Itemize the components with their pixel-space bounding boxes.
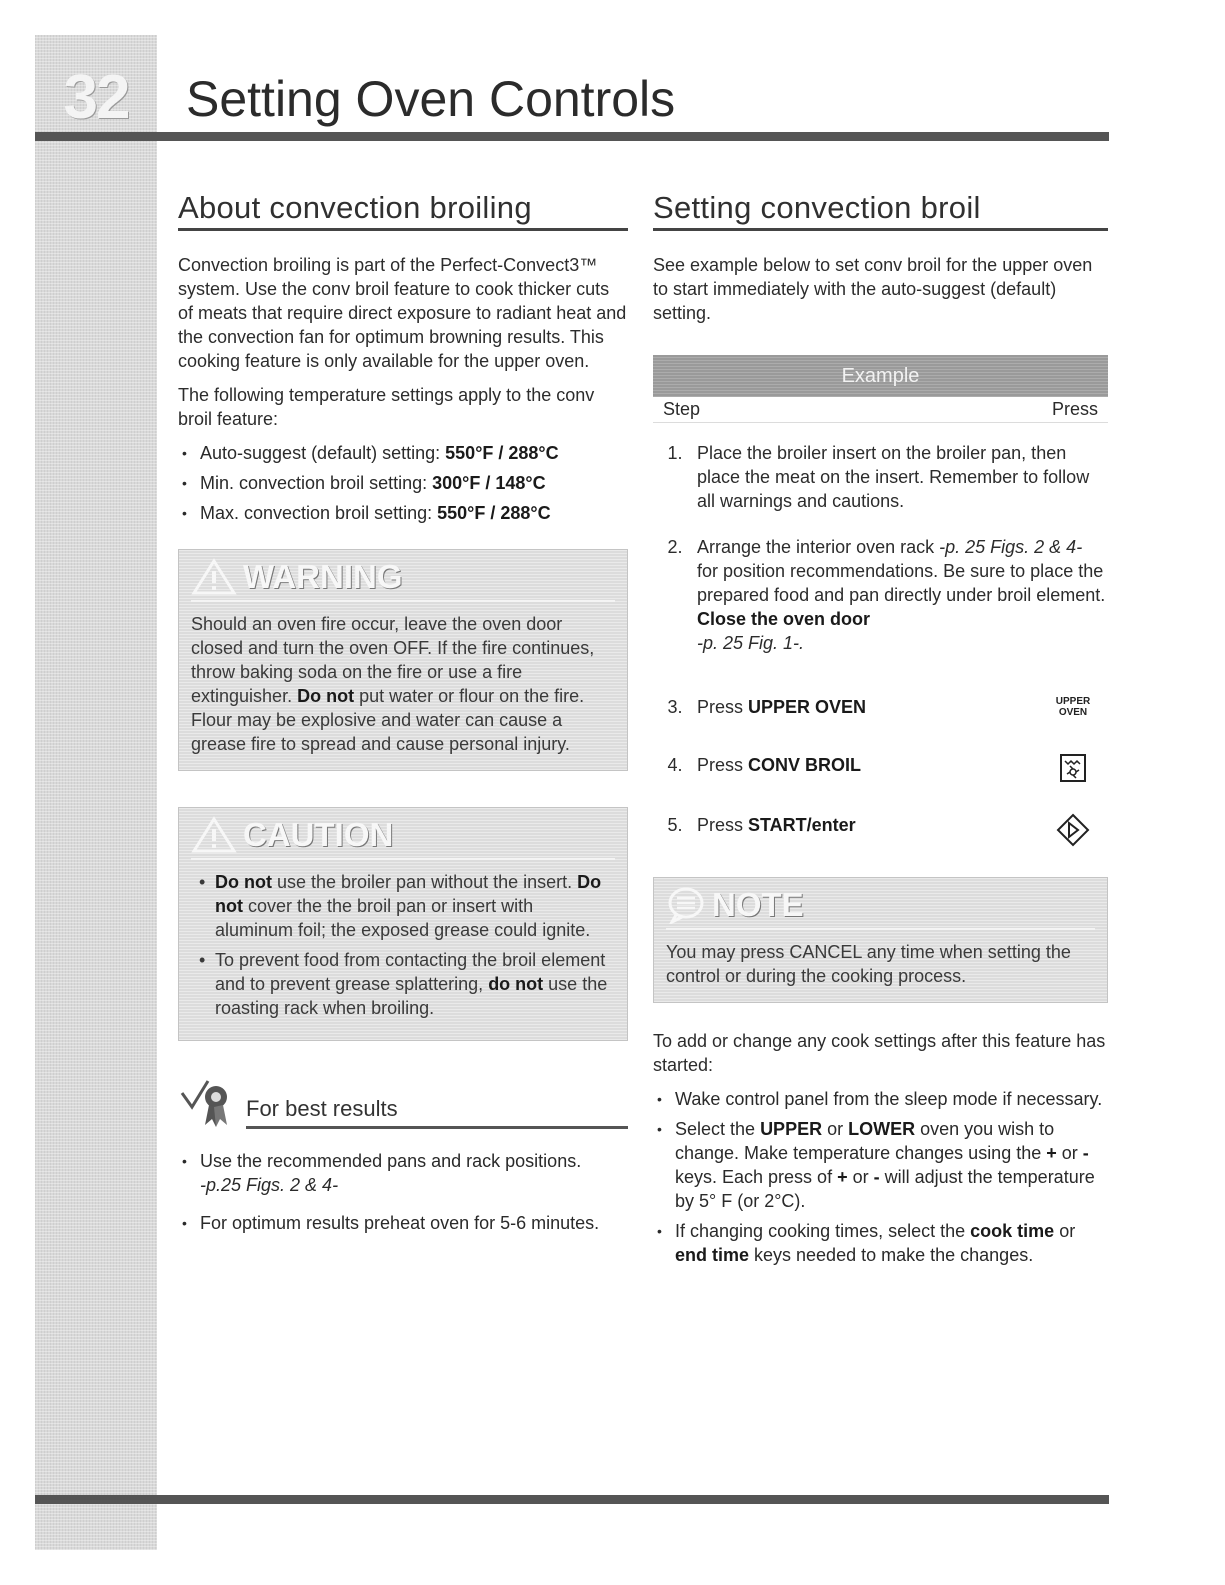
note-box [653, 877, 1108, 1003]
ribbon-award-icon [178, 1073, 240, 1129]
list-item: • Min. convection broil setting: 300°F / 148°C [178, 471, 628, 495]
steps-list [653, 441, 1108, 847]
step-press-header [653, 397, 1108, 423]
step-item: 4. Press CONV BROIL [653, 753, 1108, 783]
step-item: 2. Arrange the interior oven rack -p. 25 Figs. 2 & 4- for position recommendations. Be sure to place the prepared food and pan directly under broil element. Close the oven door -p. 25 Fig. 1-. [667, 537, 1106, 653]
list-item: • Wake control panel from the sleep mode if necessary. [653, 1087, 1108, 1111]
warning-title: WARNING [243, 558, 403, 595]
list-item: • Do not use the broiler pan without the insert. Do not cover the the broil pan or insert with aluminum foil; the exposed grease could ignite. [191, 870, 615, 942]
bottom-rule [35, 1495, 1109, 1504]
top-rule [35, 132, 1109, 141]
list-item: • For optimum results preheat oven for 5-6 minutes. [178, 1211, 628, 1235]
caution-list [191, 870, 615, 1020]
upper-oven-key: UPPER OVEN [1055, 696, 1091, 718]
conv-broil-key-icon [1059, 753, 1087, 783]
list-item: • Select the UPPER or LOWER oven you wish to change. Make temperature changes using the + or - keys. Each press of + or - will adjust the temperature by 5° F (or 2°C). [653, 1117, 1108, 1213]
about-heading: About convection broiling [178, 190, 628, 231]
left-column [178, 190, 628, 1241]
page-number: 32 [63, 63, 129, 132]
step-item: 1. Place the broiler insert on the broiler pan, then place the meat on the insert. Remember to follow all warnings and cautions. [667, 443, 1090, 511]
after-list [653, 1087, 1108, 1267]
about-intro: Convection broiling is part of the Perfect-Convect3™ system. Use the conv broil feature to cook thicker cuts of meats that require direct exposure to radiant heat and the convection fan for optimum browning results. This cooking feature is only available for the upper oven. [178, 255, 627, 371]
step-item: 3. Press UPPER OVEN UPPER OVEN [653, 695, 1108, 719]
list-item: • If changing cooking times, select the cook time or end time keys needed to make the changes. [653, 1219, 1108, 1267]
side-stripe [35, 35, 157, 1550]
best-results-list [178, 1149, 628, 1235]
caution-box [178, 807, 628, 1041]
start-enter-key-icon [1056, 813, 1090, 847]
step-item: 5. Press START/enter [653, 813, 1108, 847]
list-item: • To prevent food from contacting the broil element and to prevent grease splattering, do not use the roasting rack when broiling. [191, 948, 615, 1020]
note-title: NOTE [712, 886, 804, 923]
list-item: • Auto-suggest (default) setting: 550°F / 288°C [178, 441, 628, 465]
example-bar: Example [653, 355, 1108, 397]
warning-text: Should an oven fire occur, leave the oven door closed and turn the oven OFF. If the fire continues, throw baking soda on the fire or use a fire extinguisher. Do not put water or flour on the fire. Flour may be explosive and water can cause a grease fire to spread and cause personal injury. [191, 614, 595, 754]
note-icon [666, 886, 706, 924]
right-column [653, 190, 1108, 1273]
page-title: Setting Oven Controls [186, 71, 676, 127]
caution-triangle-icon [191, 816, 237, 854]
temp-list [178, 441, 628, 525]
after-intro: To add or change any cook settings after this feature has started: [653, 1031, 1106, 1075]
list-item: • Use the recommended pans and rack positions. -p.25 Figs. 2 & 4- [178, 1149, 628, 1197]
setting-intro: See example below to set conv broil for the upper oven to start immediately with the auto-suggest (default) setting. [653, 255, 1093, 323]
caution-title: CAUTION [243, 816, 394, 853]
press-column-label: Press [1051, 399, 1098, 419]
note-text: You may press CANCEL any time when setting the control or during the cooking process. [666, 942, 1071, 986]
best-results-header [178, 1073, 628, 1129]
list-item: • Max. convection broil setting: 550°F / 288°C [178, 501, 628, 525]
step-column-label: Step [663, 399, 701, 419]
warning-triangle-icon [191, 558, 237, 596]
temp-intro: The following temperature settings apply to the conv broil feature: [178, 385, 595, 429]
best-results-title: For best results [246, 1096, 628, 1129]
setting-heading: Setting convection broil [653, 190, 1108, 231]
warning-box [178, 549, 628, 771]
